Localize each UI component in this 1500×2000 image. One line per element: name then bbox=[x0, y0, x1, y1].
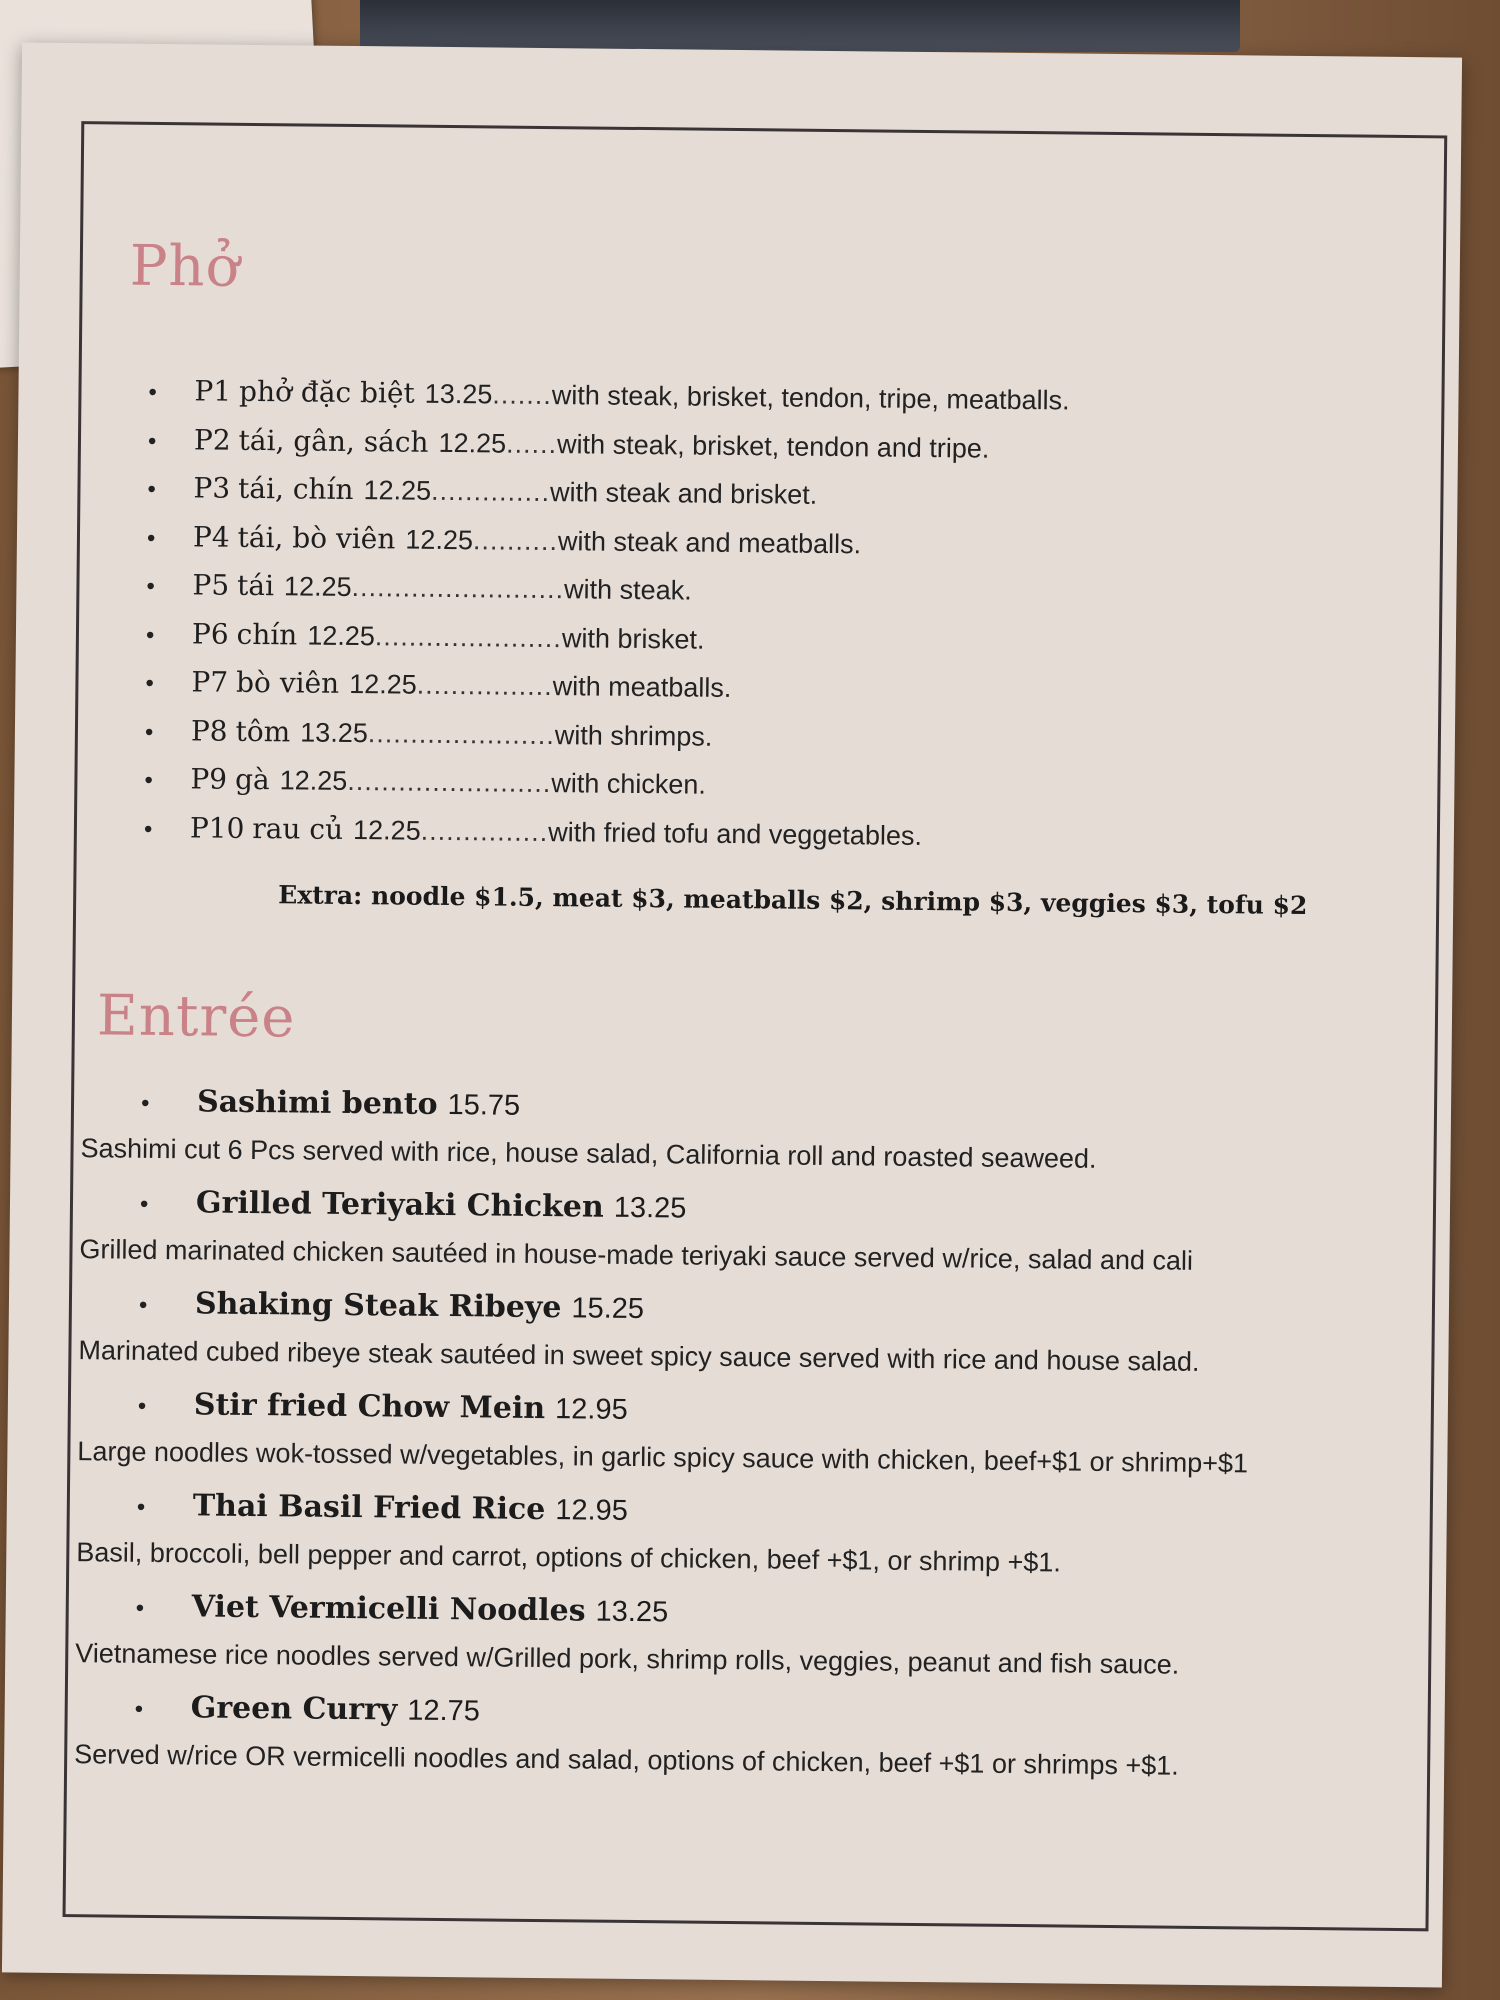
bullet-icon: • bbox=[136, 1493, 146, 1521]
menu-content bbox=[2, 43, 1462, 1988]
leader-dots: ...................... bbox=[374, 620, 563, 653]
pho-name: tái, bò viên bbox=[237, 520, 396, 555]
bullet-icon: • bbox=[134, 1695, 144, 1723]
pho-list bbox=[144, 374, 1299, 871]
entree-price: 15.75 bbox=[447, 1089, 521, 1122]
pho-price: 12.25 bbox=[283, 571, 352, 602]
bullet-icon: • bbox=[135, 1594, 145, 1622]
pho-code: P5 bbox=[192, 568, 230, 602]
pho-price: 13.25 bbox=[300, 716, 368, 748]
bullet-icon: • bbox=[143, 815, 153, 843]
entree-name: Green Curry bbox=[190, 1690, 398, 1728]
pho-description: with steak, brisket, tendon and tripe. bbox=[557, 428, 990, 464]
pho-price: 12.25 bbox=[307, 620, 376, 651]
pho-name: gà bbox=[234, 762, 270, 797]
bullet-icon: • bbox=[147, 427, 157, 455]
bullet-icon: • bbox=[148, 378, 158, 406]
pho-code: P7 bbox=[191, 665, 229, 699]
entree-item-chow-mein bbox=[77, 1386, 1378, 1501]
pho-price: 13.25 bbox=[424, 378, 493, 410]
bullet-icon: • bbox=[137, 1392, 147, 1420]
entree-price: 12.95 bbox=[554, 1393, 628, 1426]
pho-code: P4 bbox=[192, 519, 230, 554]
leader-dots: ...................... bbox=[367, 717, 556, 750]
leader-dots: ....... bbox=[492, 379, 553, 411]
entree-name: Viet Vermicelli Noodles bbox=[191, 1589, 586, 1629]
entree-item-teriyaki-chicken bbox=[79, 1184, 1380, 1299]
pho-code: P3 bbox=[193, 471, 231, 505]
menu-binder bbox=[360, 0, 1240, 52]
bullet-icon: • bbox=[145, 669, 154, 697]
bullet-icon: • bbox=[146, 572, 156, 600]
bullet-icon: • bbox=[144, 766, 153, 794]
pho-extras-note: Extra: noodle $1.5, meat $3, meatballs $2, shrimp $3, veggies $3, tofu $2 bbox=[278, 880, 1308, 921]
bullet-icon: • bbox=[138, 1291, 148, 1319]
entree-list bbox=[74, 1083, 1381, 1804]
pho-name: phở đặc biệt bbox=[238, 374, 415, 410]
entree-heading bbox=[141, 1084, 1381, 1141]
pho-name: tái, gân, sách bbox=[238, 423, 429, 459]
leader-dots: ........................ bbox=[347, 765, 552, 799]
bullet-icon: • bbox=[139, 1190, 149, 1218]
pho-description: with steak and brisket. bbox=[549, 477, 818, 510]
menu-page bbox=[2, 43, 1462, 1988]
pho-code: P8 bbox=[190, 713, 228, 748]
entree-description: Marinated cubed ribeye steak sautéed in sweet spicy sauce served with rice and house salad. bbox=[78, 1335, 1200, 1377]
pho-name: bò viên bbox=[235, 665, 340, 700]
entree-description: Large noodles wok-tossed w/vegetables, in garlic spicy sauce with chicken, beef+$1 or shrimp+$1 bbox=[77, 1436, 1249, 1479]
pho-description: with brisket. bbox=[561, 622, 705, 655]
pho-price: 12.25 bbox=[405, 524, 474, 555]
pho-code: P6 bbox=[191, 616, 229, 651]
leader-dots: ...... bbox=[505, 428, 558, 459]
entree-item-sashimi-bento bbox=[80, 1083, 1381, 1198]
bullet-icon: • bbox=[145, 621, 155, 649]
pho-name: rau củ bbox=[252, 811, 344, 846]
leader-dots: ......................... bbox=[351, 571, 565, 605]
pho-description: with fried tofu and veggetables. bbox=[548, 816, 923, 851]
pho-price: 12.25 bbox=[438, 427, 507, 459]
pho-description: with chicken. bbox=[551, 768, 707, 800]
entree-description: Sashimi cut 6 Pcs served with rice, house salad, California roll and roasted seaweed. bbox=[80, 1133, 1097, 1174]
entree-name: Sashimi bento bbox=[196, 1084, 438, 1122]
leader-dots: ............... bbox=[420, 815, 549, 847]
entree-description: Basil, broccoli, bell pepper and carrot, options of chicken, beef +$1, or shrimp +$1. bbox=[76, 1537, 1062, 1578]
entree-item-viet-vermicelli bbox=[75, 1588, 1376, 1703]
pho-description: with steak. bbox=[563, 574, 692, 606]
pho-name: tôm bbox=[235, 714, 291, 748]
pho-description: with steak and meatballs. bbox=[557, 525, 862, 559]
entree-price: 15.25 bbox=[571, 1292, 645, 1326]
pho-description: with steak, brisket, tendon, tripe, meatballs. bbox=[551, 380, 1070, 416]
entree-item-shaking-steak bbox=[78, 1285, 1379, 1400]
entree-name: Grilled Teriyaki Chicken bbox=[195, 1185, 604, 1225]
entree-price: 13.25 bbox=[613, 1191, 687, 1225]
entree-item-thai-basil-fried-rice bbox=[76, 1487, 1377, 1602]
entree-section-title: Entrée bbox=[96, 983, 296, 1051]
pho-price: 12.25 bbox=[352, 814, 421, 846]
pho-name: tái bbox=[236, 568, 275, 603]
entree-item-green-curry bbox=[74, 1689, 1375, 1804]
bullet-icon: • bbox=[144, 718, 154, 746]
pho-price: 12.25 bbox=[363, 475, 432, 506]
pho-price: 12.25 bbox=[349, 668, 417, 700]
entree-description: Vietnamese rice noodles served w/Grilled pork, shrimp rolls, veggies, peanut and fish sauce. bbox=[75, 1638, 1180, 1680]
bullet-icon: • bbox=[147, 475, 157, 503]
pho-code: P2 bbox=[193, 422, 231, 457]
pho-name: tái, chín bbox=[237, 471, 354, 507]
leader-dots: .............. bbox=[430, 475, 551, 508]
entree-name: Thai Basil Fried Rice bbox=[192, 1488, 546, 1528]
entree-price: 12.95 bbox=[555, 1494, 629, 1527]
entree-price: 13.25 bbox=[595, 1595, 669, 1629]
entree-name: Stir fried Chow Mein bbox=[193, 1387, 546, 1427]
pho-description: with meatballs. bbox=[552, 671, 732, 703]
entree-description: Served w/rice OR vermicelli noodles and salad, options of chicken, beef +$1 or shrimps +$1. bbox=[74, 1739, 1179, 1781]
leader-dots: .......... bbox=[472, 524, 559, 556]
pho-code: P1 bbox=[194, 374, 232, 408]
pho-code: P9 bbox=[190, 762, 228, 796]
pho-code: P10 bbox=[189, 810, 245, 845]
leader-dots: ................ bbox=[416, 669, 553, 702]
pho-price: 12.25 bbox=[279, 765, 348, 796]
entree-description: Grilled marinated chicken sautéed in house-made teriyaki sauce served w/rice, salad and cali bbox=[79, 1234, 1194, 1276]
bullet-icon: • bbox=[146, 524, 156, 552]
bullet-icon: • bbox=[140, 1089, 150, 1117]
pho-name: chín bbox=[236, 617, 298, 651]
entree-name: Shaking Steak Ribeye bbox=[194, 1286, 562, 1326]
entree-price: 12.75 bbox=[407, 1694, 481, 1728]
pho-section-title: Phở bbox=[129, 233, 241, 300]
pho-description: with shrimps. bbox=[554, 719, 713, 752]
